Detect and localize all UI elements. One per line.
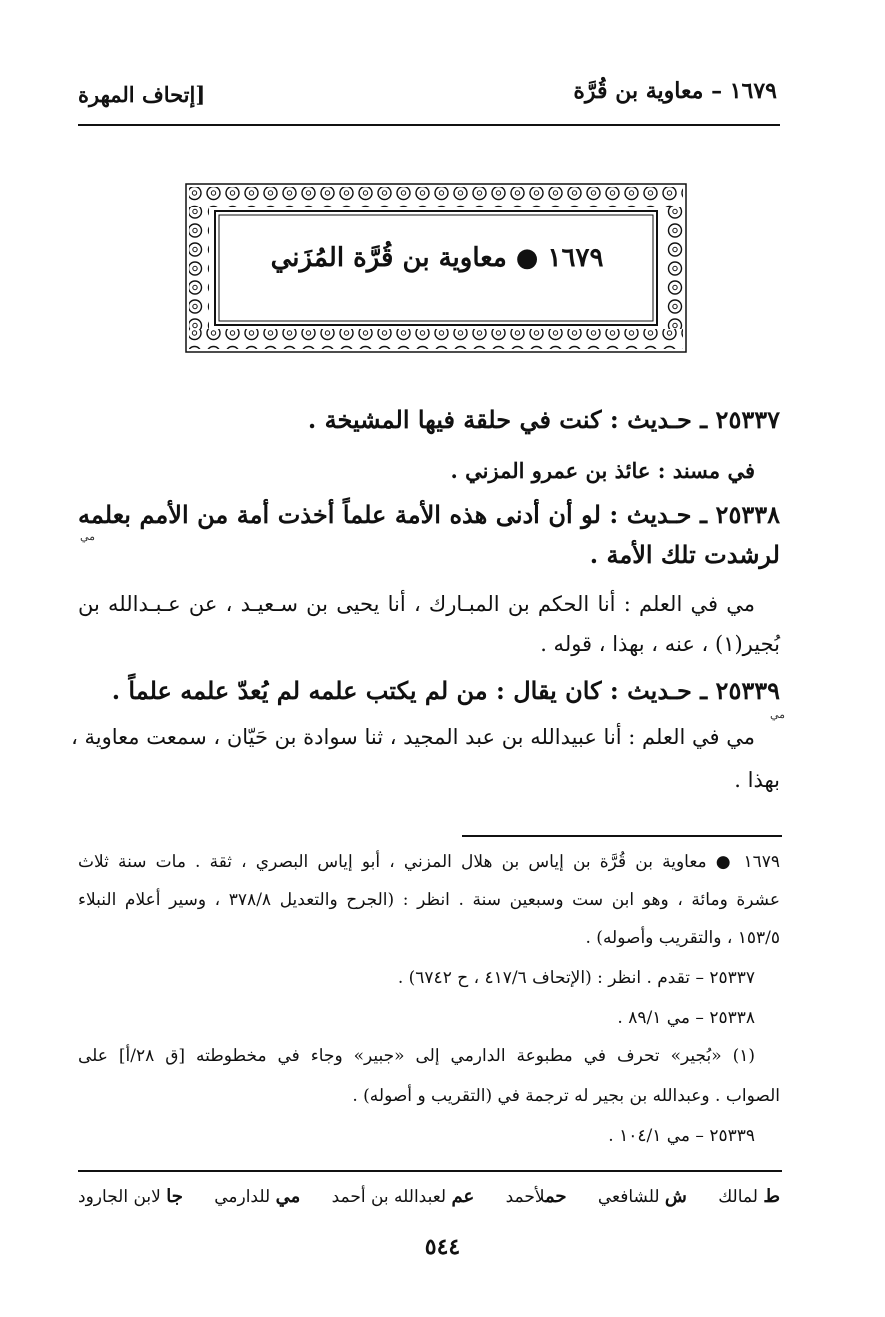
hadith-25338-source-line1: مي في العلم : أنا الحكم بن المبـارك ، أنا يحيى بن سـعيـد ، عن عـبـدالله بن bbox=[78, 592, 755, 616]
legend-item-ahmad: حملأحمد bbox=[505, 1186, 567, 1207]
footnote-25337: ٢٥٣٣٧ – تقدم . انظر : (الإتحاف ٤١٧/٦ ، ح ٦٧٤٢) . bbox=[397, 968, 755, 988]
legend-item-shafii: ش للشافعي bbox=[597, 1186, 687, 1207]
footnote-1679-line2: عشرة ومائة ، وهو ابن ست وسبعين سنة . انظر : (الجرح والتعديل ٣٧٨/٨ ، وسير أعلام النبلاء bbox=[78, 890, 780, 910]
chapter-title: ١٦٧٩ ● معاوية بن قُرَّة المُزَني bbox=[270, 243, 604, 273]
hadith-25338-tag: مي bbox=[80, 530, 96, 543]
legend-item-ibn-jarud: جا لابن الجارود bbox=[78, 1186, 183, 1207]
footnote-25339: ٢٥٣٣٩ – مي ١٠٤/١ . bbox=[608, 1126, 755, 1146]
footnote-1679-line1: ١٦٧٩ ● معاوية بن قُرَّة بن إياس بن هلال المزني ، أبو إياس البصري ، ثقة . مات سنة ثلاث bbox=[78, 852, 780, 872]
hadith-25337-source: في مسند : عائذ بن عمرو المزني . bbox=[450, 458, 755, 483]
hadith-25339-source-line1: مي في العلم : أنا عبيدالله بن عبد المجيد ، ثنا سوادة بن حَيّان ، سمعت معاوية ، bbox=[71, 725, 755, 749]
running-header-book: [إتحاف المهرة bbox=[78, 82, 206, 107]
footnote-bujayr-line2: الصواب . وعبدالله بن بجير له ترجمة في (التقريب و أصوله) . bbox=[352, 1086, 780, 1106]
footnote-1679-line3: ١٥٣/٥ ، والتقريب وأصوله) . bbox=[585, 928, 780, 948]
hadith-25338-text-line1: ٢٥٣٣٨ ـ حـديث : لو أن أدنى هذه الأمة علماً أخذت أمة من الأمم بعلمه bbox=[78, 500, 780, 529]
hadith-25338-text-line2: لرشدت تلك الأمة . bbox=[589, 540, 780, 569]
abbreviation-legend bbox=[78, 1186, 780, 1207]
footnote-rule bbox=[462, 835, 782, 837]
footnote-25338: ٢٥٣٣٨ – مي ٨٩/١ . bbox=[617, 1008, 755, 1028]
footnote-bujayr-line1: (١) «بُجير» تحرف في مطبوعة الدارمي إلى «جبير» وجاء في مخطوطته [ق ٢٨/أ] على bbox=[78, 1046, 755, 1066]
legend-item-abdullah: عم لعبدالله بن أحمد bbox=[331, 1186, 475, 1207]
hadith-25338-source-line2: بُجير(١) ، عنه ، بهذا ، قوله . bbox=[540, 632, 780, 656]
hadith-25339-text: ٢٥٣٣٩ ـ حـديث : كان يقال : من لم يكتب علمه لم يُعدّ علمه علماً . bbox=[111, 676, 780, 705]
legend-item-malik: ط لمالك bbox=[718, 1186, 780, 1207]
header-rule bbox=[78, 124, 780, 126]
page-number: ٥٤٤ bbox=[424, 1234, 461, 1260]
legend-item-darimi: مي للدارمي bbox=[214, 1186, 301, 1207]
hadith-25337-text: ٢٥٣٣٧ ـ حـديث : كنت في حلقة فيها المشيخة . bbox=[307, 405, 780, 434]
legend-rule bbox=[78, 1170, 782, 1172]
hadith-25339-source-line2: بهذا . bbox=[734, 768, 780, 792]
running-header-chapter: ١٦٧٩ – معاوية بن قُرَّة bbox=[573, 78, 777, 104]
